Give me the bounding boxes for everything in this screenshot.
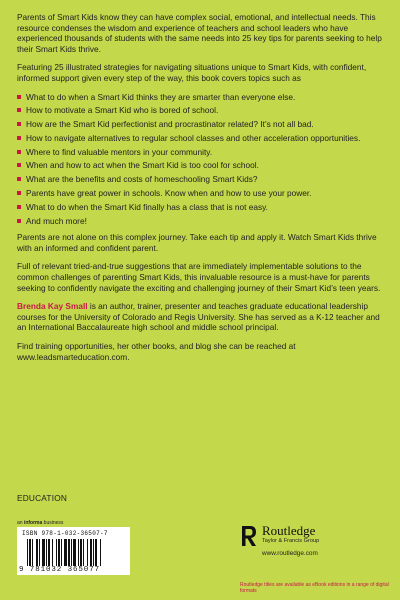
barcode-bar — [52, 539, 53, 566]
bullet-square — [17, 163, 21, 167]
isbn-barcode — [17, 527, 130, 575]
list-item: And much more! — [17, 216, 383, 227]
author-bio-text: is an author, trainer, presenter and teaches graduate educational leadership courses for the University of Colorado and Regis University. She has served as a K-12 teacher and an International Baccalaureate high school and middle school principal. — [17, 301, 380, 333]
barcode-bar — [93, 539, 94, 566]
informa-business-tag: an informa business — [17, 520, 64, 526]
list-item: What to do when the Smart Kid finally has a class that is not easy. — [17, 202, 383, 213]
barcode-bar — [78, 539, 79, 566]
resource-paragraph: Full of relevant tried-and-true suggestions that are immediately implementable solutions to the common challenges of parenting Smart Kids, this invaluable resource is a must-have for parents seeking to confidently navigate the exciting and challenging journey of their Smart Kid’s teen years. — [17, 261, 381, 293]
barcode-bar — [56, 539, 57, 566]
publisher-block — [240, 522, 390, 562]
barcode-bar — [58, 539, 60, 566]
barcode-bar — [48, 539, 50, 566]
back-cover-text — [17, 12, 383, 370]
barcode-bar — [100, 539, 101, 566]
bullet-square — [17, 136, 21, 140]
barcode-bar — [61, 539, 62, 566]
publisher-website: www.routledge.com — [262, 550, 318, 557]
list-item: Where to find valuable mentors in your community. — [17, 147, 383, 158]
publisher-name: Routledge — [262, 523, 316, 538]
ebook-availability-note: Routledge titles are available as eBook editions in a range of digital formats — [240, 582, 389, 594]
bullet-square — [17, 219, 21, 223]
bullet-square — [17, 122, 21, 126]
bullet-square — [17, 205, 21, 209]
publisher-group: Taylor & Francis Group — [262, 538, 320, 544]
barcode-bar — [87, 539, 88, 566]
list-item: Parents have great power in schools. Know when and how to use your power. — [17, 188, 383, 199]
author-name: Brenda Kay Small — [17, 301, 88, 312]
author-bio — [17, 301, 383, 333]
barcode-bar — [80, 539, 82, 566]
featuring-paragraph: Featuring 25 illustrated strategies for navigating situations unique to Smart Kids, with confident, informed support given every step of the way, this book covers topics such as — [17, 62, 367, 83]
bullet-square — [17, 108, 21, 112]
journey-paragraph: Parents are not alone on this complex journey. Take each tip and apply it. Watch Smart Kids thrive with an informed and confident parent. — [17, 232, 377, 253]
barcode-bar — [39, 539, 40, 566]
barcode-bar — [71, 539, 72, 566]
barcode-bar — [29, 539, 31, 566]
bullet-square — [17, 95, 21, 99]
list-item: When and how to act when the Smart Kid is too cool for school. — [17, 160, 383, 171]
subject-category: EDUCATION — [17, 493, 68, 503]
barcode-bar — [64, 539, 67, 566]
barcode-bar — [73, 539, 76, 566]
list-item: How to navigate alternatives to regular school classes and other acceleration opportunities. — [17, 133, 383, 144]
list-item: How are the Smart Kid perfectionist and procrastinator related? It’s not all bad. — [17, 119, 383, 130]
bullet-square — [17, 150, 21, 154]
barcode-bar — [95, 539, 97, 566]
list-item: What to do when a Smart Kid thinks they are smarter than everyone else. — [17, 92, 383, 103]
barcode-bar — [83, 539, 84, 566]
barcode-bar — [46, 539, 47, 566]
barcode-bar — [42, 539, 45, 566]
barcode-bar — [27, 539, 28, 566]
tips-list — [17, 92, 383, 227]
barcode-bar — [36, 539, 38, 566]
routledge-logo-icon — [240, 524, 258, 548]
training-paragraph: Find training opportunities, her other books, and blog she can be reached at www.leadsmarteducation.com. — [17, 340, 296, 362]
isbn-label: ISBN 978-1-032-36507-7 — [22, 530, 108, 537]
barcode-bars — [27, 539, 123, 566]
intro-paragraph: Parents of Smart Kids know they can have complex social, emotional, and intellectual needs. This resource condenses the wisdom and experience of teachers and school leaders who have experienced thousands of students with the same needs into 25 key tips for parents seeking to help their Smart Kids thrive. — [17, 12, 382, 54]
informa-logo-text: informa — [23, 520, 43, 526]
list-item: How to motivate a Smart Kid who is bored of school. — [17, 105, 383, 116]
barcode-bar — [90, 539, 92, 566]
barcode-bar — [68, 539, 70, 566]
bullet-square — [17, 191, 21, 195]
barcode-digits: 9 781032 365077 — [19, 566, 101, 574]
bullet-square — [17, 177, 21, 181]
list-item: What are the benefits and costs of homeschooling Smart Kids? — [17, 174, 383, 185]
barcode-bar — [32, 539, 33, 566]
